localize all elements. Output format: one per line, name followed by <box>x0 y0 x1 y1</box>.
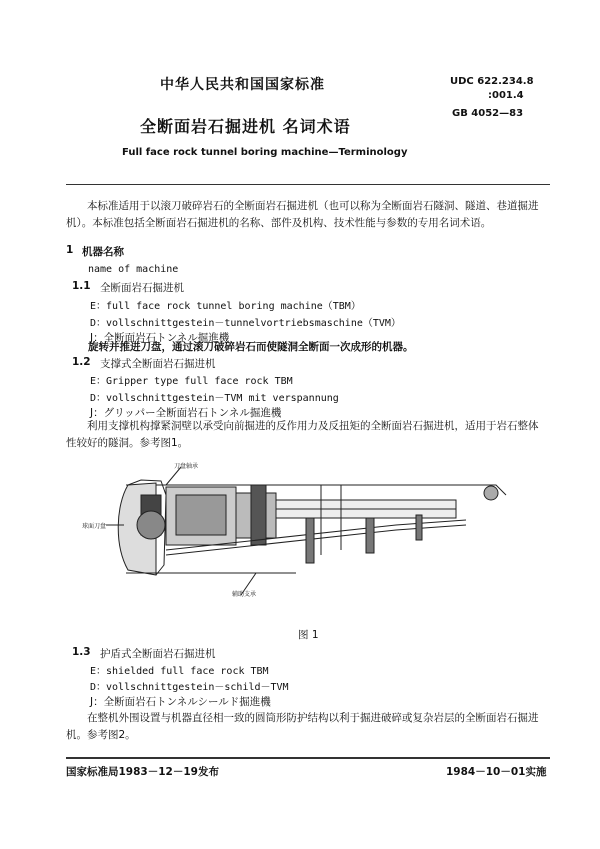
document-title-cn: 全断面岩石掘进机 名词术语 <box>140 117 351 136</box>
rear-wheel <box>484 486 498 500</box>
rear-support-leg-2 <box>366 518 374 553</box>
cutterhead-hub <box>137 511 165 539</box>
footer-issued: 国家标准局1983－12－19发布 <box>66 766 219 778</box>
header-divider <box>66 184 550 185</box>
item-1-2-j: J：グリッパー全断面岩石トンネル掘進機 <box>90 407 282 419</box>
item-1-1-number: 1.1 <box>72 280 91 292</box>
item-1-3-e: E：shielded full face rock TBM <box>90 666 269 677</box>
rear-support-leg-3 <box>416 515 422 540</box>
footer-divider <box>66 757 550 759</box>
item-1-2-number: 1.2 <box>72 356 91 368</box>
gb-number: GB 4052—83 <box>452 108 524 119</box>
figure-1-tbm-drawing <box>66 455 530 615</box>
item-1-3-desc: 在整机外围设置与机器直径相一致的圆筒形防护结构以利于掘进破碎或复杂岩层的全断面岩石掘进机。参考图2。 <box>66 712 539 741</box>
gripper-shoe <box>251 485 266 545</box>
section-1-title: 机器名称 <box>82 246 124 258</box>
item-1-2-d: D：vollschnittgestein－TVM mit verspannung <box>90 393 339 404</box>
item-1-1-e: E：full face rock tunnel boring machine（TBM） <box>90 301 361 312</box>
figure-label-spherical-cutter: 球面刀盘 <box>82 523 107 530</box>
section-1-number: 1 <box>66 244 74 256</box>
item-1-2-e: E：Gripper type full face rock TBM <box>90 376 293 387</box>
item-1-3-cn: 护盾式全断面岩石掘进机 <box>100 648 216 660</box>
udc-code: UDC 622.234.8 <box>450 76 534 87</box>
national-standard-heading: 中华人民共和国国家标准 <box>160 77 325 93</box>
item-1-3-j: J：全断面岩石トンネルシールド掘進機 <box>90 696 271 708</box>
intro-paragraph: 本标准适用于以滚刀破碎岩石的全断面岩石掘进机（也可以称为全断面岩石隧洞、隧道、巷道掘进机）。本标准包括全断面岩石掘进机的名称、部件及机构、技术性能与参数的专用名词术语。 <box>66 200 539 229</box>
figure-1-caption: 图 1 <box>298 629 319 641</box>
front-motor <box>176 495 226 535</box>
item-1-2-cn: 支撑式全断面岩石掘进机 <box>100 358 216 370</box>
item-1-1-d: D：vollschnittgestein－tunnelvortriebsmaschine（TVM） <box>90 318 401 329</box>
footer-effective: 1984－10－01实施 <box>446 766 547 778</box>
item-1-1-j: J：全断面岩石トンネル掘進機 <box>90 332 230 344</box>
item-1-2-desc: 利用支撑机构撑紧洞壁以承受向前掘进的反作用力及反扭矩的全断面岩石掘进机，适用于岩石整体性较好的隧洞。参考图1。 <box>66 420 539 449</box>
document-title-en: Full face rock tunnel boring machine—Terminology <box>122 147 408 158</box>
section-1-subtitle: name of machine <box>88 264 179 275</box>
udc-code-suffix: :001.4 <box>488 90 524 101</box>
figure-label-cutterhead-bearing: 刀盘轴承 <box>174 463 199 470</box>
figure-label-aux-support: 辅助支承 <box>232 591 257 598</box>
item-1-1-desc: 旋转并推进刀盘，通过滚刀破碎岩石而使隧洞全断面一次成形的机器。 <box>88 341 414 353</box>
item-1-3-number: 1.3 <box>72 646 91 658</box>
item-1-1-cn: 全断面岩石掘进机 <box>100 282 184 294</box>
item-1-3-d: D：vollschnittgestein－schild－TVM <box>90 682 289 693</box>
rear-support-leg-1 <box>306 518 314 563</box>
